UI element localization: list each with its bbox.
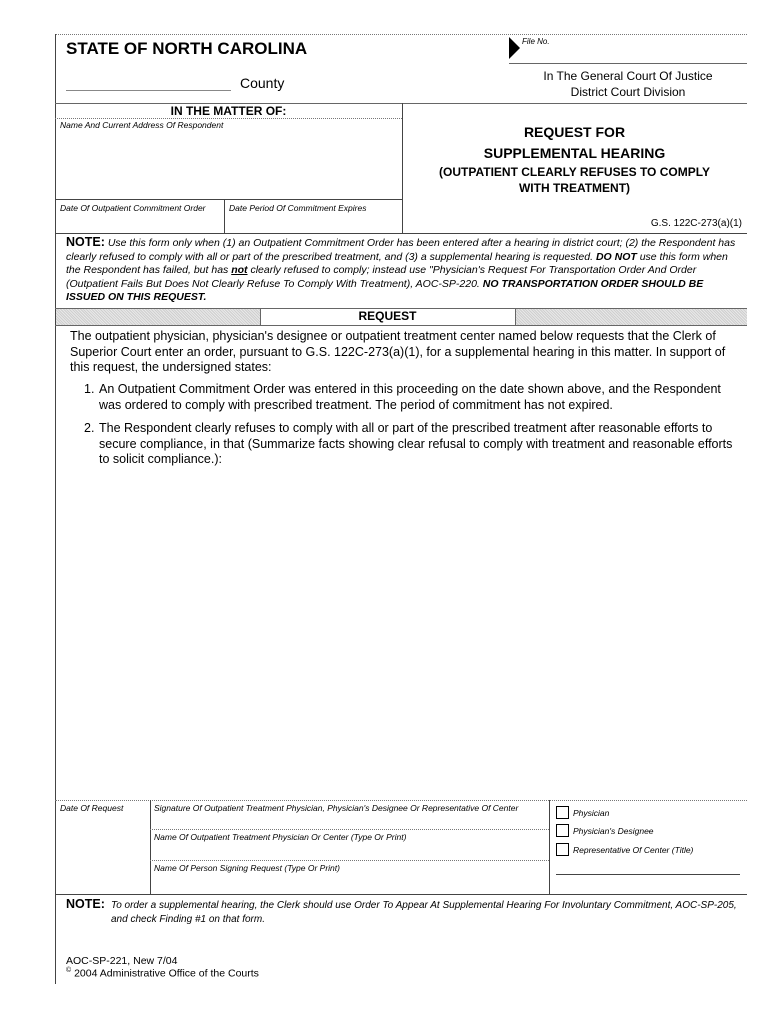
item2-text: The Respondent clearly refuses to comply with all or part of the prescribed treatment after reasonable efforts to secure compliance, in that (Summarize facts showing clear refusal to comply with treatment and reasonable efforts to solicit compliance.):	[99, 421, 733, 466]
copyright-line	[66, 967, 259, 980]
request-intro: The outpatient physician, physician's designee or outpatient treatment center named below requests that the Clerk of Superior Court enter an order, pursuant to G.S. 122C-273(a)(1), for a supplemental hearing in this matter. In support of this request, the undersigned states:	[70, 329, 726, 374]
sig-line1	[150, 829, 549, 830]
note1	[66, 236, 742, 305]
note1-text-b: use this form when the Respondent has failed, but has	[66, 250, 728, 276]
note1-text-a: Use this form only when (1) an Outpatient Commitment Order has been entered after a hearing in district court; (2) the Respondent has clearly refused to comply with all or part of the prescribed treatment, and (3) a supplemental hearing is requested.	[66, 237, 736, 263]
sig-line2	[150, 860, 549, 861]
date-divider	[224, 199, 225, 233]
note1-text-d: NO TRANSPORTATION ORDER SHOULD BE ISSUED ON THIS REQUEST.	[66, 277, 704, 303]
period-label: Date Period Of Commitment Expires	[229, 203, 367, 213]
request-bar-bottom	[55, 325, 747, 326]
request-bar-right	[515, 308, 516, 326]
county-label: County	[240, 75, 285, 91]
physician-checkbox[interactable]	[556, 806, 569, 819]
matter-heading: IN THE MATTER OF:	[170, 104, 287, 118]
facts-textarea[interactable]	[99, 470, 739, 795]
designee-option-label: Physician's Designee	[573, 826, 654, 836]
form-title-line3: (OUTPATIENT CLEARLY REFUSES TO COMPLY	[439, 165, 710, 179]
file-arrow-icon	[509, 37, 520, 59]
item1-text: An Outpatient Commitment Order was entered in this proceeding on the date shown above, and the Respondent was ordered to comply with prescribed treatment. The period of commitment has not expired.	[99, 382, 721, 412]
representative-option-label: Representative Of Center (Title)	[573, 845, 694, 855]
form-number: AOC-SP-221, New 7/04	[66, 955, 178, 967]
note2-label: NOTE:	[66, 897, 105, 911]
note1-label: NOTE:	[66, 235, 105, 249]
signature-label: Signature Of Outpatient Treatment Physician, Physician's Designee Or Representative Of Center	[154, 803, 519, 813]
signature-field[interactable]	[152, 815, 547, 829]
title-field[interactable]	[556, 860, 740, 874]
form-title-line2: SUPPLEMENTAL HEARING	[483, 145, 666, 161]
county-line	[66, 90, 231, 91]
representative-checkbox[interactable]	[556, 843, 569, 856]
request-shade-right	[515, 309, 747, 325]
date-of-request-field[interactable]	[58, 815, 148, 890]
physician-option-label: Physician	[573, 808, 610, 818]
form-title-line1: REQUEST FOR	[523, 124, 626, 140]
designee-checkbox[interactable]	[556, 824, 569, 837]
note1-text-c: clearly refused to comply; instead use "Physician's Request For Transportation Order And Order (Outpatient Fails But Does Not Clearly Refuse To Comply With Treatment), AOC-SP-220.	[66, 264, 697, 290]
date-row-line	[55, 199, 402, 200]
note1-not: not	[231, 264, 248, 276]
court-line1: In The General Court Of Justice	[543, 69, 713, 83]
sig-top-line	[55, 800, 747, 801]
physician-name-field[interactable]	[152, 844, 547, 860]
form-title-line4: WITH TREATMENT)	[518, 181, 631, 195]
physician-name-label: Name Of Outpatient Treatment Physician Or Center (Type Or Print)	[154, 832, 407, 842]
respondent-label: Name And Current Address Of Respondent	[60, 120, 224, 130]
state-title: STATE OF NORTH CAROLINA	[66, 39, 308, 58]
statute-ref: G.S. 122C-273(a)(1)	[650, 218, 742, 229]
date-of-request-label: Date Of Request	[60, 803, 124, 813]
matter-sub-line	[55, 118, 402, 119]
order-date-label: Date Of Outpatient Commitment Order	[60, 203, 206, 213]
file-no-line	[509, 63, 747, 64]
request-heading: REQUEST	[358, 309, 417, 323]
request-shade-left	[56, 309, 260, 325]
note1-do-not: DO NOT	[595, 250, 637, 263]
matter-bottom-line	[55, 233, 747, 234]
person-name-field[interactable]	[152, 875, 547, 891]
note2-text: To order a supplemental hearing, the Clerk should use Order To Appear At Supplemental Hearing For Involuntary Commitment, AOC-SP-205, and check Finding #1 on that form.	[111, 900, 737, 925]
sig-right-divider	[549, 800, 550, 894]
copyright-mark: ©	[66, 967, 72, 974]
title-line	[556, 874, 740, 875]
person-name-label: Name Of Person Signing Request (Type Or Print)	[154, 863, 340, 873]
top-border	[55, 34, 747, 35]
copyright-text: 2004 Administrative Office of the Courts	[71, 967, 259, 980]
sig-bottom-line	[55, 894, 747, 895]
file-no-label: File No.	[522, 37, 550, 46]
item2-number: 2.	[84, 421, 95, 435]
court-line2: District Court Division	[570, 85, 686, 99]
left-border	[55, 34, 56, 984]
sig-left-divider	[150, 800, 151, 894]
item1-number: 1.	[84, 382, 95, 396]
